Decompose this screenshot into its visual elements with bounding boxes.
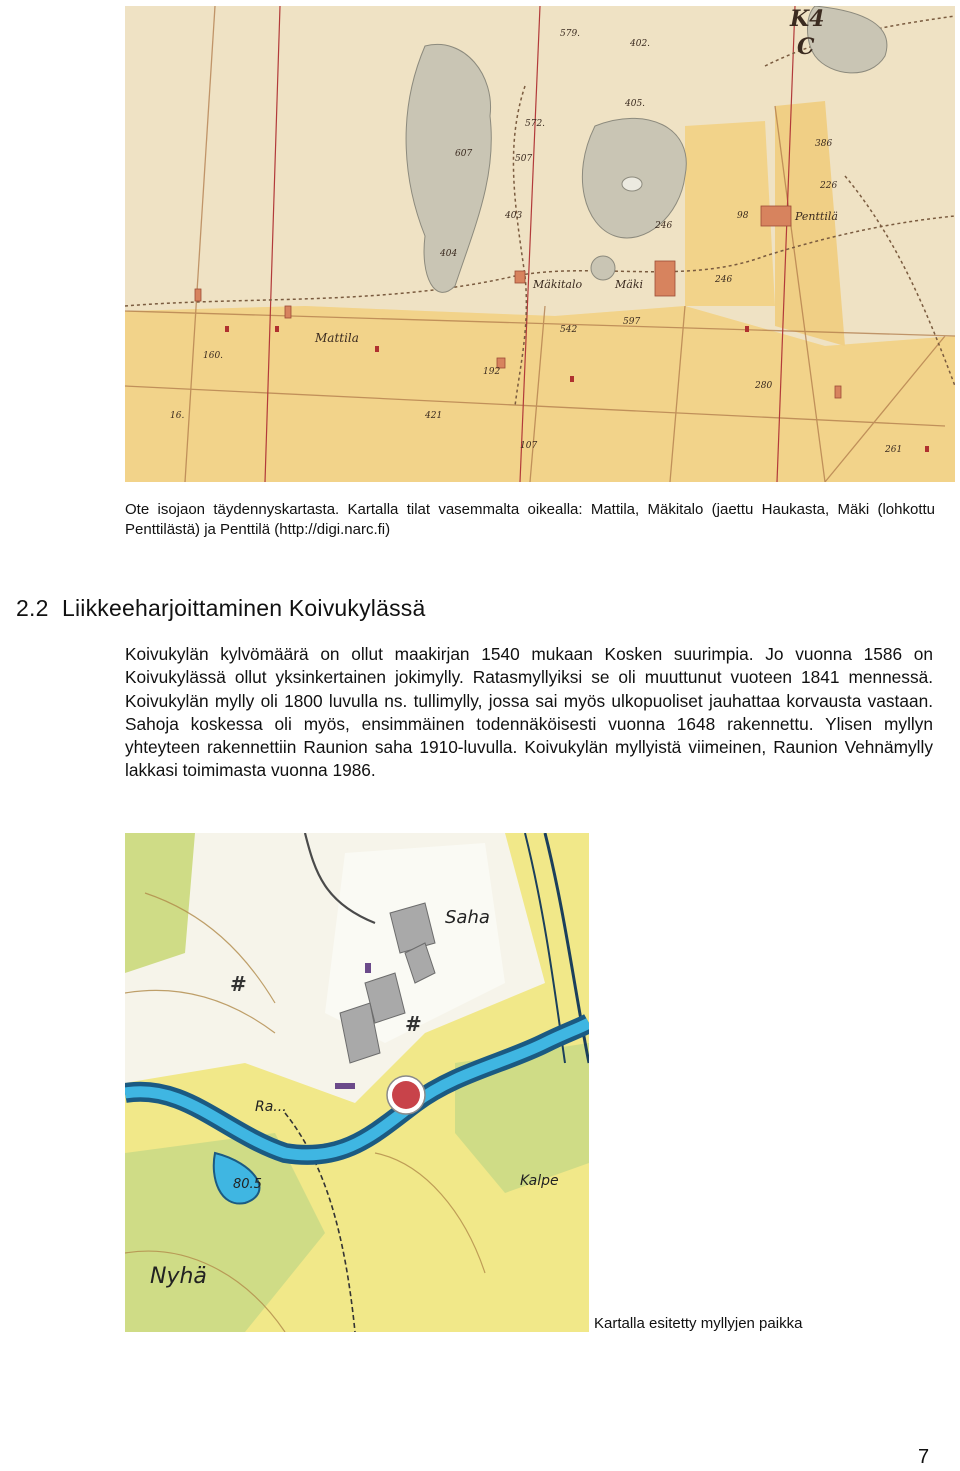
parcel-label: 402. bbox=[630, 39, 651, 49]
historical-map-image bbox=[125, 6, 955, 482]
map-hash-symbol: # bbox=[230, 972, 247, 996]
section-title: Liikkeeharjoittaminen Koivukylässä bbox=[62, 595, 426, 621]
figure-caption: Ote isojaon täydennyskartasta. Kartalla tilat vasemmalta oikealla: Mattila, Mäkitalo (jaettu Haukasta, Mäki (lohkottu Penttilästä) ja Penttilä (http://digi.narc.fi) bbox=[125, 501, 935, 538]
map-label-mattila: Mattila bbox=[315, 331, 359, 345]
parcel-label: 107 bbox=[520, 441, 538, 451]
parcel-label: 192 bbox=[483, 367, 501, 377]
map-label-kalpe: Kalpe bbox=[520, 1173, 559, 1189]
map-label-nyha: Nyhä bbox=[150, 1264, 207, 1289]
parcel-label: 607 bbox=[455, 149, 473, 159]
map-hash-symbol: # bbox=[405, 1012, 422, 1036]
parcel-label: 280 bbox=[755, 381, 773, 391]
map-label-makitalo: Mäkitalo bbox=[533, 278, 583, 291]
map-label-water: 80.5 bbox=[233, 1177, 262, 1192]
location-map-image bbox=[125, 833, 589, 1332]
parcel-label: 404 bbox=[440, 249, 458, 259]
map-label-maki: Mäki bbox=[615, 278, 644, 291]
parcel-label: 261 bbox=[885, 445, 903, 455]
parcel-label: 16. bbox=[170, 411, 185, 421]
parcel-label: 579. bbox=[560, 29, 581, 39]
parcel-label: 386 bbox=[815, 139, 833, 149]
figure-caption: Kartalla esitetty myllyjen paikka bbox=[594, 1315, 803, 1332]
page-number: 7 bbox=[918, 1446, 930, 1468]
section-paragraph: Koivukylän kylvömäärä on ollut maakirjan 1540 mukaan Kosken suurimpia. Jo vuonna 1586 on Koivukylässä ollut yksinkertainen jokimylly. Ratasmyllyiksi se oli muuttunut vuoteen 1841 mennessä. Koivukylän mylly oli 1800 luvulla ns. tullimylly, jossa sai myös ulkopuoliset jauhattaa korvausta vastaan. Sahoja koskessa oli myös, ensimmäinen todennäköisesti vuonna 1648 rakennettu. Ylisen myllyn yhteyteen rakennettiin Raunion saha 1910-luvulla. Koivukylän myllyistä viimeinen, Raunion Vehnämylly lakkasi toimimasta vuonna 1986. bbox=[125, 644, 933, 781]
parcel-label: 246 bbox=[715, 275, 733, 285]
section-heading bbox=[16, 595, 425, 622]
map-code-k4: K4 bbox=[790, 6, 825, 32]
map-label-road: Ra... bbox=[255, 1099, 287, 1115]
parcel-label: 572. bbox=[525, 119, 546, 129]
map-label-penttila: Penttilä bbox=[795, 210, 838, 223]
section-number: 2.2 bbox=[16, 595, 49, 621]
parcel-label: 98 bbox=[737, 211, 749, 221]
parcel-label: 507 bbox=[515, 154, 533, 164]
map-label-saha: Saha bbox=[445, 907, 490, 928]
parcel-label: 226 bbox=[820, 181, 838, 191]
parcel-label: 421 bbox=[425, 411, 443, 421]
parcel-label: 597 bbox=[623, 317, 641, 327]
parcel-label: 160. bbox=[203, 351, 224, 361]
parcel-label: 542 bbox=[560, 325, 578, 335]
mill-location-marker bbox=[387, 1076, 425, 1114]
parcel-label: 246 bbox=[655, 221, 673, 231]
map-code-c: C bbox=[797, 34, 815, 60]
parcel-label: 405. bbox=[625, 99, 646, 109]
parcel-label: 403 bbox=[505, 211, 523, 221]
